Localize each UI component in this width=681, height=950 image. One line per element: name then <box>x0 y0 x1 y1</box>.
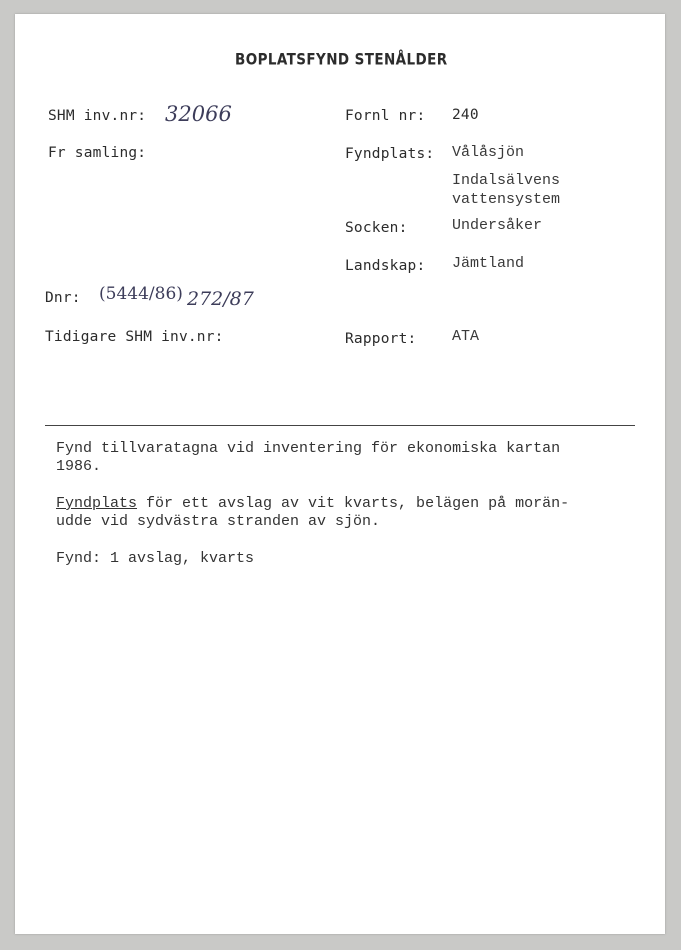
shm-inv-value: 32066 <box>165 102 232 126</box>
catalog-card <box>15 14 665 934</box>
rapport-label: Rapport: <box>345 331 417 347</box>
divider-line <box>45 425 635 426</box>
dnr-label: Dnr: <box>45 290 81 306</box>
fornl-label: Fornl nr: <box>345 108 426 124</box>
fyndplats-underlined: Fyndplats <box>56 495 138 512</box>
description-line-3 <box>56 495 569 513</box>
fyndplats-extra-2: vattensystem <box>452 191 561 208</box>
shm-inv-label: SHM inv.nr: <box>48 108 147 124</box>
card-title: BOPLATSFYND STENÅLDER <box>235 50 448 70</box>
description-line-4: udde vid sydvästra stranden av sjön. <box>56 513 381 530</box>
tidigare-label: Tidigare SHM inv.nr: <box>45 329 224 345</box>
description-line-5: Fynd: 1 avslag, kvarts <box>56 550 255 567</box>
landskap-label: Landskap: <box>345 258 426 274</box>
fyndplats-value: Vålåsjön <box>452 144 525 161</box>
fyndplats-extra-1: Indalsälvens <box>452 172 561 189</box>
fr-samling-label: Fr samling: <box>48 145 147 161</box>
description-line-2: 1986. <box>56 458 102 475</box>
fyndplats-label: Fyndplats: <box>345 146 435 162</box>
description-line-3-rest: för ett avslag av vit kvarts, belägen på morän- <box>137 495 570 512</box>
rapport-value: ATA <box>452 328 480 345</box>
landskap-value: Jämtland <box>452 255 525 272</box>
dnr-handwritten: 272/87 <box>187 288 254 310</box>
fornl-value: 240 <box>452 107 479 123</box>
socken-label: Socken: <box>345 220 408 236</box>
dnr-value: (5444/86) <box>99 284 183 304</box>
socken-value: Undersåker <box>452 217 543 234</box>
description-line-1: Fynd tillvaratagna vid inventering för ekonomiska kartan <box>56 440 561 457</box>
